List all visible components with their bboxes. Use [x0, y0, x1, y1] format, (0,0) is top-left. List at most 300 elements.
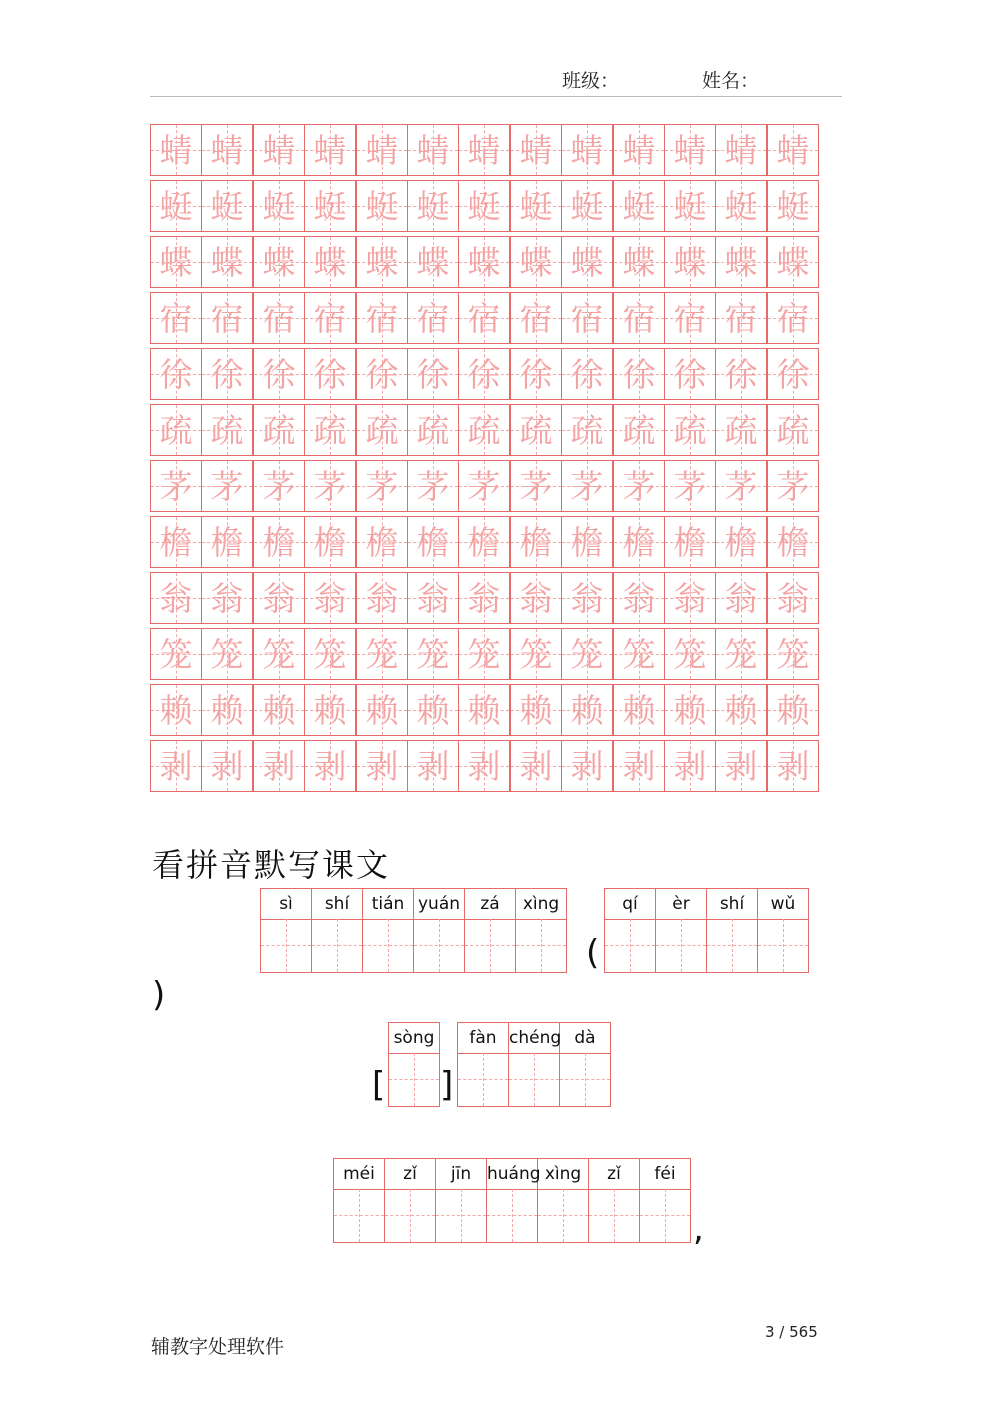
practice-cell[interactable] — [767, 124, 819, 176]
practice-cell[interactable] — [304, 404, 356, 456]
practice-cell[interactable] — [613, 404, 665, 456]
trace-character: 茅 — [724, 466, 758, 506]
trace-character: 蜓 — [159, 186, 193, 226]
practice-cell[interactable] — [356, 740, 408, 792]
practice-cell[interactable] — [715, 516, 767, 568]
pinyin-writing-cell[interactable] — [385, 1159, 436, 1242]
practice-cell[interactable] — [201, 628, 253, 680]
practice-cell[interactable] — [201, 236, 253, 288]
practice-cell[interactable] — [253, 460, 305, 512]
trace-character: 疏 — [622, 410, 656, 450]
trace-character: 疏 — [365, 410, 399, 450]
practice-cell[interactable] — [150, 348, 202, 400]
trace-character: 宿 — [570, 298, 604, 338]
trace-character: 笼 — [210, 634, 244, 674]
trace-character: 笼 — [467, 634, 501, 674]
trace-character: 翁 — [262, 578, 296, 618]
trace-character: 蜓 — [262, 186, 296, 226]
trace-character: 剥 — [467, 746, 501, 786]
guide-line — [483, 1053, 484, 1106]
practice-cell[interactable] — [510, 460, 562, 512]
practice-cell[interactable] — [407, 404, 459, 456]
practice-cell[interactable] — [356, 236, 408, 288]
practice-cell[interactable] — [664, 516, 716, 568]
practice-cell[interactable] — [304, 572, 356, 624]
practice-cell[interactable] — [150, 236, 202, 288]
practice-cell[interactable] — [304, 236, 356, 288]
practice-cell[interactable] — [767, 236, 819, 288]
practice-cell[interactable] — [201, 292, 253, 344]
pinyin-box-4 — [457, 1022, 611, 1107]
practice-cell[interactable] — [715, 628, 767, 680]
practice-cell[interactable] — [356, 684, 408, 736]
trace-character: 檐 — [365, 522, 399, 562]
trace-character: 蜓 — [519, 186, 553, 226]
trace-character: 宿 — [519, 298, 553, 338]
practice-cell[interactable] — [150, 180, 202, 232]
pinyin-box-3 — [388, 1022, 440, 1107]
trace-character: 宿 — [467, 298, 501, 338]
pinyin-writing-cell[interactable] — [458, 1023, 509, 1106]
practice-cell[interactable] — [767, 628, 819, 680]
practice-cell[interactable] — [613, 236, 665, 288]
trace-character: 茅 — [776, 466, 810, 506]
trace-character: 剥 — [416, 746, 450, 786]
practice-cell[interactable] — [458, 628, 510, 680]
practice-cell[interactable] — [356, 628, 408, 680]
practice-cell[interactable] — [253, 516, 305, 568]
practice-cell[interactable] — [304, 516, 356, 568]
practice-cell[interactable] — [304, 292, 356, 344]
trace-character: 檐 — [519, 522, 553, 562]
trace-character: 笼 — [519, 634, 553, 674]
practice-cell[interactable] — [715, 404, 767, 456]
trace-character: 蜻 — [262, 130, 296, 170]
trace-character: 蜻 — [159, 130, 193, 170]
practice-cell[interactable] — [253, 180, 305, 232]
trace-character: 剥 — [570, 746, 604, 786]
guide-line — [490, 919, 491, 972]
practice-cell[interactable] — [561, 572, 613, 624]
footer-page-number: 3 / 565 — [765, 1323, 818, 1341]
practice-cell[interactable] — [715, 180, 767, 232]
trace-character: 疏 — [673, 410, 707, 450]
practice-cell[interactable] — [304, 180, 356, 232]
trace-character: 翁 — [159, 578, 193, 618]
trace-character: 蜓 — [724, 186, 758, 226]
practice-cell[interactable] — [150, 572, 202, 624]
practice-cell[interactable] — [304, 348, 356, 400]
close-bracket: ] — [440, 1065, 454, 1105]
practice-cell[interactable] — [458, 404, 510, 456]
practice-cell[interactable] — [561, 460, 613, 512]
practice-cell[interactable] — [150, 460, 202, 512]
trace-character: 茅 — [570, 466, 604, 506]
guide-line — [783, 919, 784, 972]
guide-line — [541, 919, 542, 972]
pinyin-label: èr — [672, 894, 690, 914]
trace-character: 茅 — [313, 466, 347, 506]
practice-cell[interactable] — [510, 236, 562, 288]
practice-cell[interactable] — [664, 404, 716, 456]
trace-character: 徐 — [262, 354, 296, 394]
practice-cell[interactable] — [150, 516, 202, 568]
practice-cell[interactable] — [458, 292, 510, 344]
practice-cell[interactable] — [356, 404, 408, 456]
practice-cell[interactable] — [356, 572, 408, 624]
practice-cell[interactable] — [407, 628, 459, 680]
practice-cell[interactable] — [767, 572, 819, 624]
practice-cell[interactable] — [407, 124, 459, 176]
trace-character: 茅 — [622, 466, 656, 506]
pinyin-writing-cell[interactable] — [465, 889, 516, 972]
trace-character: 徐 — [467, 354, 501, 394]
practice-cell[interactable] — [253, 348, 305, 400]
trace-character: 檐 — [673, 522, 707, 562]
pinyin-label: wǔ — [770, 894, 796, 914]
practice-cell[interactable] — [150, 292, 202, 344]
header-name-label: 姓名： — [702, 70, 760, 92]
practice-cell[interactable] — [561, 236, 613, 288]
practice-cell[interactable] — [613, 348, 665, 400]
practice-cell[interactable] — [561, 740, 613, 792]
trace-character: 翁 — [210, 578, 244, 618]
practice-cell[interactable] — [253, 236, 305, 288]
trace-character: 笼 — [570, 634, 604, 674]
trace-character: 疏 — [776, 410, 810, 450]
guide-line — [563, 1189, 564, 1242]
pinyin-box-5 — [333, 1158, 691, 1243]
footer-software: 辅教字处理软件 — [151, 1336, 285, 1358]
trace-character: 蝶 — [776, 242, 810, 282]
practice-cell[interactable] — [407, 348, 459, 400]
pinyin-writing-cell[interactable] — [436, 1159, 487, 1242]
trace-character: 宿 — [210, 298, 244, 338]
pinyin-label: shí — [719, 894, 745, 914]
practice-cell[interactable] — [458, 684, 510, 736]
practice-cell[interactable] — [613, 572, 665, 624]
trace-character: 蜓 — [313, 186, 347, 226]
pinyin-writing-cell[interactable] — [707, 889, 758, 972]
trace-character: 赖 — [159, 690, 193, 730]
trace-character: 檐 — [210, 522, 244, 562]
practice-cell[interactable] — [253, 572, 305, 624]
trace-character: 蝶 — [210, 242, 244, 282]
practice-cell[interactable] — [407, 292, 459, 344]
practice-cell[interactable] — [201, 740, 253, 792]
practice-cell[interactable] — [767, 180, 819, 232]
pinyin-writing-cell[interactable] — [516, 889, 567, 972]
practice-cell[interactable] — [253, 628, 305, 680]
pinyin-writing-cell[interactable] — [487, 1159, 541, 1242]
practice-cell[interactable] — [253, 740, 305, 792]
practice-cell[interactable] — [304, 460, 356, 512]
practice-cell[interactable] — [407, 516, 459, 568]
practice-cell[interactable] — [356, 348, 408, 400]
trace-character: 翁 — [416, 578, 450, 618]
practice-cell[interactable] — [613, 628, 665, 680]
practice-cell[interactable] — [201, 460, 253, 512]
practice-cell[interactable] — [664, 292, 716, 344]
practice-cell[interactable] — [767, 460, 819, 512]
practice-cell[interactable] — [407, 572, 459, 624]
practice-cell[interactable] — [253, 292, 305, 344]
practice-cell[interactable] — [458, 348, 510, 400]
practice-cell[interactable] — [715, 460, 767, 512]
practice-cell[interactable] — [510, 516, 562, 568]
practice-cell[interactable] — [253, 684, 305, 736]
practice-row — [150, 404, 818, 456]
trace-character: 徐 — [210, 354, 244, 394]
guide-line — [410, 1189, 411, 1242]
guide-line — [388, 919, 389, 972]
practice-cell[interactable] — [304, 124, 356, 176]
practice-cell[interactable] — [201, 684, 253, 736]
practice-cell[interactable] — [613, 124, 665, 176]
pinyin-label: xìng — [522, 894, 560, 914]
practice-cell[interactable] — [510, 404, 562, 456]
trace-character: 疏 — [570, 410, 604, 450]
practice-cell[interactable] — [613, 180, 665, 232]
practice-cell[interactable] — [407, 180, 459, 232]
practice-cell[interactable] — [561, 516, 613, 568]
practice-cell[interactable] — [458, 180, 510, 232]
practice-cell[interactable] — [201, 516, 253, 568]
practice-cell[interactable] — [201, 124, 253, 176]
practice-cell[interactable] — [356, 292, 408, 344]
practice-cell[interactable] — [201, 348, 253, 400]
practice-cell[interactable] — [664, 236, 716, 288]
trace-character: 剥 — [673, 746, 707, 786]
practice-cell[interactable] — [458, 572, 510, 624]
pinyin-writing-cell[interactable] — [605, 889, 656, 972]
practice-cell[interactable] — [561, 684, 613, 736]
practice-cell[interactable] — [767, 684, 819, 736]
trace-character: 徐 — [159, 354, 193, 394]
trace-character: 宿 — [416, 298, 450, 338]
practice-cell[interactable] — [613, 684, 665, 736]
trace-character: 翁 — [519, 578, 553, 618]
trace-character: 剥 — [210, 746, 244, 786]
practice-cell[interactable] — [561, 124, 613, 176]
pinyin-label: zǐ — [607, 1164, 621, 1184]
practice-cell[interactable] — [510, 684, 562, 736]
trace-character: 笼 — [262, 634, 296, 674]
trace-character: 徐 — [570, 354, 604, 394]
practice-cell[interactable] — [510, 124, 562, 176]
practice-cell[interactable] — [664, 180, 716, 232]
pinyin-writing-cell[interactable] — [334, 1159, 385, 1242]
trace-character: 檐 — [622, 522, 656, 562]
trace-character: 蜻 — [724, 130, 758, 170]
trace-character: 蜻 — [622, 130, 656, 170]
practice-cell[interactable] — [510, 572, 562, 624]
trace-character: 徐 — [673, 354, 707, 394]
trace-character: 徐 — [313, 354, 347, 394]
practice-cell[interactable] — [664, 348, 716, 400]
practice-cell[interactable] — [664, 684, 716, 736]
trace-character: 蜓 — [622, 186, 656, 226]
pinyin-writing-cell[interactable] — [363, 889, 414, 972]
pinyin-label: huáng — [487, 1164, 541, 1184]
practice-cell[interactable] — [664, 572, 716, 624]
practice-cell[interactable] — [150, 404, 202, 456]
close-paren: ) — [152, 975, 166, 1015]
trace-character: 茅 — [365, 466, 399, 506]
practice-row — [150, 740, 818, 792]
trace-character: 赖 — [467, 690, 501, 730]
practice-cell[interactable] — [150, 684, 202, 736]
practice-cell[interactable] — [664, 124, 716, 176]
practice-cell[interactable] — [613, 460, 665, 512]
trace-character: 蝶 — [467, 242, 501, 282]
pinyin-writing-cell[interactable] — [538, 1159, 589, 1242]
practice-cell[interactable] — [664, 628, 716, 680]
practice-cell[interactable] — [510, 628, 562, 680]
trace-character: 蜓 — [673, 186, 707, 226]
practice-cell[interactable] — [510, 740, 562, 792]
pinyin-writing-cell[interactable] — [640, 1159, 691, 1242]
practice-cell[interactable] — [767, 404, 819, 456]
trace-character: 笼 — [622, 634, 656, 674]
practice-cell[interactable] — [613, 516, 665, 568]
practice-cell[interactable] — [201, 180, 253, 232]
trace-character: 笼 — [776, 634, 810, 674]
practice-cell[interactable] — [715, 348, 767, 400]
trace-character: 翁 — [467, 578, 501, 618]
practice-cell[interactable] — [715, 292, 767, 344]
practice-cell[interactable] — [150, 740, 202, 792]
pinyin-box-1 — [260, 888, 567, 973]
practice-row — [150, 124, 818, 176]
practice-cell[interactable] — [407, 236, 459, 288]
trace-character: 赖 — [673, 690, 707, 730]
trace-character: 徐 — [724, 354, 758, 394]
trace-character: 檐 — [262, 522, 296, 562]
practice-cell[interactable] — [356, 516, 408, 568]
practice-cell[interactable] — [664, 460, 716, 512]
pinyin-writing-cell[interactable] — [509, 1023, 560, 1106]
practice-cell[interactable] — [201, 404, 253, 456]
practice-cell[interactable] — [767, 348, 819, 400]
practice-cell[interactable] — [715, 684, 767, 736]
trace-character: 茅 — [262, 466, 296, 506]
practice-cell[interactable] — [356, 124, 408, 176]
practice-cell[interactable] — [561, 628, 613, 680]
practice-cell[interactable] — [561, 404, 613, 456]
trace-character: 宿 — [313, 298, 347, 338]
practice-row — [150, 236, 818, 288]
guide-line — [512, 1189, 513, 1242]
practice-cell[interactable] — [304, 628, 356, 680]
pinyin-writing-cell[interactable] — [261, 889, 312, 972]
pinyin-writing-cell[interactable] — [589, 1159, 640, 1242]
practice-cell[interactable] — [767, 516, 819, 568]
trace-character: 宿 — [724, 298, 758, 338]
pinyin-writing-cell[interactable] — [656, 889, 707, 972]
guide-line — [732, 919, 733, 972]
practice-cell[interactable] — [715, 572, 767, 624]
practice-cell[interactable] — [458, 460, 510, 512]
trace-character: 赖 — [622, 690, 656, 730]
trace-character: 檐 — [724, 522, 758, 562]
practice-cell[interactable] — [561, 292, 613, 344]
pinyin-label: féi — [654, 1164, 676, 1184]
practice-cell[interactable] — [767, 740, 819, 792]
practice-cell[interactable] — [304, 684, 356, 736]
trace-character: 赖 — [570, 690, 604, 730]
practice-cell[interactable] — [407, 460, 459, 512]
trace-character: 檐 — [159, 522, 193, 562]
pinyin-label: xìng — [544, 1164, 582, 1184]
trace-character: 笼 — [365, 634, 399, 674]
practice-cell[interactable] — [407, 684, 459, 736]
trace-character: 蜻 — [467, 130, 501, 170]
practice-cell[interactable] — [561, 180, 613, 232]
practice-cell[interactable] — [664, 740, 716, 792]
practice-cell[interactable] — [510, 348, 562, 400]
practice-row — [150, 348, 818, 400]
trace-character: 徐 — [622, 354, 656, 394]
practice-cell[interactable] — [407, 740, 459, 792]
practice-row — [150, 292, 818, 344]
practice-cell[interactable] — [150, 628, 202, 680]
trace-character: 宿 — [622, 298, 656, 338]
practice-cell[interactable] — [613, 740, 665, 792]
trace-character: 茅 — [416, 466, 450, 506]
pinyin-writing-cell[interactable] — [758, 889, 809, 972]
practice-cell[interactable] — [613, 292, 665, 344]
practice-cell[interactable] — [356, 180, 408, 232]
practice-cell[interactable] — [458, 236, 510, 288]
trace-character: 疏 — [724, 410, 758, 450]
practice-cell[interactable] — [458, 516, 510, 568]
pinyin-writing-cell[interactable] — [560, 1023, 611, 1106]
practice-cell[interactable] — [715, 236, 767, 288]
pinyin-label: jīn — [450, 1164, 472, 1184]
practice-cell[interactable] — [510, 292, 562, 344]
trace-character: 笼 — [724, 634, 758, 674]
trace-character: 蜓 — [467, 186, 501, 226]
pinyin-writing-cell[interactable] — [389, 1023, 440, 1106]
practice-cell[interactable] — [356, 460, 408, 512]
trace-character: 蝶 — [570, 242, 604, 282]
practice-cell[interactable] — [253, 124, 305, 176]
practice-cell[interactable] — [458, 740, 510, 792]
trace-character: 笼 — [416, 634, 450, 674]
practice-cell[interactable] — [510, 180, 562, 232]
trace-character: 徐 — [519, 354, 553, 394]
pinyin-writing-cell[interactable] — [312, 889, 363, 972]
practice-cell[interactable] — [715, 124, 767, 176]
practice-cell[interactable] — [767, 292, 819, 344]
practice-cell[interactable] — [715, 740, 767, 792]
trace-character: 宿 — [262, 298, 296, 338]
pinyin-writing-cell[interactable] — [414, 889, 465, 972]
practice-cell[interactable] — [561, 348, 613, 400]
trace-character: 疏 — [159, 410, 193, 450]
trace-character: 蝶 — [416, 242, 450, 282]
trace-character: 茅 — [159, 466, 193, 506]
practice-cell[interactable] — [201, 572, 253, 624]
practice-cell[interactable] — [150, 124, 202, 176]
trace-character: 翁 — [622, 578, 656, 618]
practice-cell[interactable] — [458, 124, 510, 176]
pinyin-label: dà — [574, 1028, 596, 1048]
practice-cell[interactable] — [253, 404, 305, 456]
trace-character: 疏 — [262, 410, 296, 450]
practice-cell[interactable] — [304, 740, 356, 792]
